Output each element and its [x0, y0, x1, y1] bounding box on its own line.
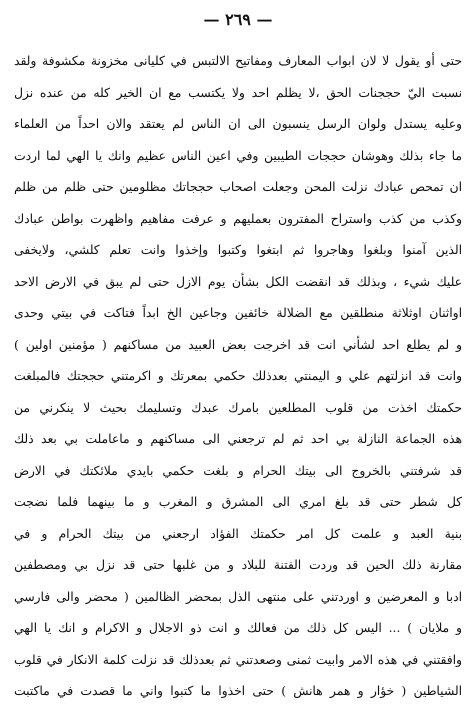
text-line: عليك شيء ، وبذلك قد انقضت الكل بشأن يوم الازل حتى لم يبق في الارض الاحد — [14, 274, 462, 289]
text-line: كل شطر حتى قد بلغ امري الى المشرق و المغرب و ما بينهما فلما نضجت — [14, 495, 462, 509]
text-line: وكذب من كذب واستراح المفترون بعمليهم و عرفت مفاهيم واظهرت بواطن عبادك — [14, 211, 462, 226]
text-line: ان تمحص عبادك نزلت المحن وجعلت اصحاب حججاتك مظلومين حتى ظلم من ظلم — [14, 180, 462, 194]
text-line: ما جاء بذلك وهوشان حججات الطيبين وفي اعين الناس عظيم وانك يا الهي لما اردت — [14, 148, 462, 163]
text-line: ادبا و المعرضين و اوردتني على منتهى الذل بمحضر الظالمين ( محضر والى فارسي — [14, 589, 462, 604]
body-text — [14, 46, 462, 708]
text-line: اواثنان اوثلاثة منطلقين مع الضلالة خائفين وجاعين الخ ابداً فتاكت في بيتي وحدى — [14, 306, 462, 320]
text-line: الذين آمنوا وبلغوا وهاجروا ثم ابتغوا وكتبوا وإخذوا وانت تعلم كلشي، ولايخفى — [14, 243, 462, 257]
text-line: هذه الجماعة النازلة بي احد ثم لم ترجعني الى مساكنهم و ماعاملت بي بعد ذلك — [14, 432, 462, 446]
text-line: حتى أو يقول لا لان ابواب المعارف ومفاتيح الالتبس في كليانى مخزونة مكشوفة ولقد — [14, 54, 462, 68]
text-line: حكمتك اخذت من قلوب المطلعين بامرك عبدك وتسليمك بحيث لا ينكرني من — [14, 400, 462, 415]
page-number: — ٢٦٩ — — [203, 10, 273, 29]
text-line: الشياطين ( خؤار و همر هانش ) حتى اخذوا ما كتبوا واني ما قصدت في ماكتبت — [14, 684, 462, 698]
text-line: نسبت اليّ حججنات الحق ،لا يظلم احد ولا يكتسب مع ان الخير كله من عنده نزل — [14, 85, 462, 100]
text-line: وانت قد انزلتهم علي و اليمنتي بعدذلك حكمي بمعرتك و اكرمتني حججتك فالمبلغت — [14, 369, 462, 383]
text-line: قد شرفتني بالخروج الى بيتك الحرام و بلغت حكمي بايدي ملائكتك في الارض — [14, 463, 462, 478]
text-line: مقارنة ذلك الحين قد وردت الفتنة للبلاد و من غلبها حتى قد نزل بي ومصطفين — [14, 558, 462, 572]
text-line: و لم يطلع احد لشأني انت قد اخرجت بعض العبيد من مساكنهم ( مؤمنين اولين ) — [14, 337, 462, 352]
text-line: وافقتني في هذه الامر وابيت ثمنى وصعدتني ثم بعدذلك قد نزلت كلمة الانكار في قلوب — [14, 652, 462, 667]
text-line: بنية العبد و علمت كل امر حكمتك الفؤاد ارجعني من بيتك الحرام و في — [14, 526, 462, 541]
text-line: وعليه يستدل ولوان الرسل ينسبون الى ان الناس لم يعتقد والان احداً من العلماء — [14, 117, 462, 131]
text-line: و ملايان ) ... اليس كل ذلك من فعالك و انت ذو الاجلال و الاكرام و انك يا الهي — [14, 621, 462, 635]
